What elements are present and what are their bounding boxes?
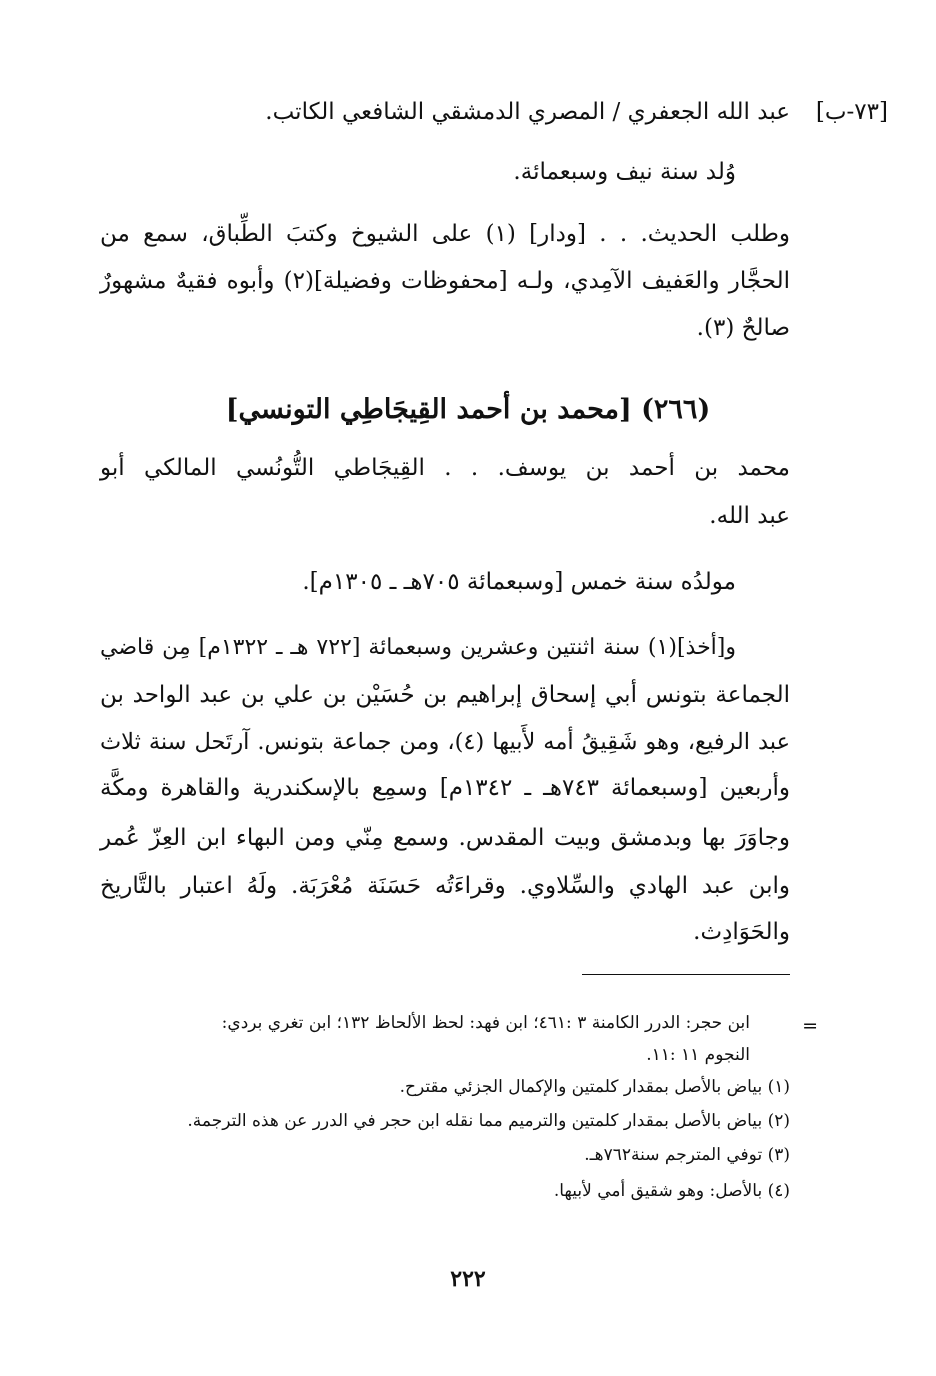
entry-para-line-5: وجاوَرَ بها وبدمشق وبيت المقدس. وسمع مِنّي ومن البهاء ابن العِزّ عُمر bbox=[100, 825, 790, 851]
entry-para-line-2: الجماعة بتونس أبي إسحاق إبراهيم بن حُسَيْن بن علي بن عبد الواحد بن bbox=[100, 682, 790, 708]
entry-para-line-1: و[أخذ](١) سنة اثنتين وعشرين وسبعمائة [٧٢٢ هـ ـ ١٣٢٢م] مِن قاضي bbox=[100, 635, 736, 660]
entry-name-line: محمد بن أحمد بن يوسف. . . القِيجَاطي التُّونُسي المالكي أبو bbox=[100, 455, 790, 481]
prev-entry-birth-line: وُلد سنة نيف وسبعمائة. bbox=[513, 159, 736, 185]
footnote-2: (٢) بياض بالأصل بمقدار كلمتين والترميم مما نقله ابن حجر في الدرر عن هذه الترجمة. bbox=[187, 1111, 790, 1131]
entry-para-line-7: والحَوَادِث. bbox=[693, 919, 790, 945]
entry-name-line-end: عبد الله. bbox=[709, 503, 790, 529]
entry-para-line-6: وابن عبد الهادي والسِّلاوي. وقراءَتُه حَسَنَة مُعْرَبَة. ولَهُ اعتبار بالتَّاريخ bbox=[100, 873, 790, 899]
footnote-1: (١) بياض بالأصل بمقدار كلمتين والإكمال الجزئي مقترح. bbox=[399, 1077, 790, 1097]
entry-heading: (٢٦٦) [محمد بن أحمد القِيجَاطِي التونسي] bbox=[225, 394, 711, 425]
footnote-4: (٤) بالأصل: وهو شقيق أمي لأبيها. bbox=[553, 1181, 790, 1201]
manuscript-folio-ref: [٧٣-ب] bbox=[815, 99, 888, 125]
footnote-continuation-line-2: النجوم ١١ :١١. bbox=[646, 1045, 750, 1065]
prev-entry-line-5: صالحٌ (٣). bbox=[696, 315, 790, 341]
prev-entry-line-4: الحجَّار والعَفيف الآمِدي، ولـه [محفوظات وفضيلة](٢) وأبوه فقيهٌ مشهورٌ bbox=[100, 268, 790, 294]
entry-para-line-3: عبد الرفيع، وهو شَقِيقُ أمه لأَبيها (٤)، ومن جماعة بتونس. آرتَحل سنة ثلاث bbox=[100, 729, 790, 755]
footnote-continuation-line-1: ابن حجر: الدرر الكامنة ٣ :٤٦١؛ ابن فهد: لحظ الألحاظ ١٣٢؛ ابن تغري بردي: bbox=[221, 1013, 750, 1033]
prev-entry-line-1: عبد الله الجعفري / المصري الدمشقي الشافعي الكاتب. bbox=[265, 99, 790, 125]
prev-entry-line-3: وطلب الحديث. . . [ودار] (١) على الشيوخ وكتبَ الطِّباق، سمع من bbox=[100, 221, 790, 247]
entry-para-line-4: وأربعين [وسبعمائة ٧٤٣هـ ـ ١٣٤٢م] وسمِع بالإسكندرية والقاهرة ومكَّة bbox=[100, 775, 790, 801]
page-number: ٢٢٢ bbox=[450, 1266, 486, 1292]
footnote-divider bbox=[582, 974, 790, 975]
entry-birth-line: مولدُه سنة خمس [وسبعمائة ٧٠٥هـ ـ ١٣٠٥م]. bbox=[302, 569, 736, 595]
footnote-continuation-marker: = bbox=[802, 1015, 818, 1037]
footnote-3: (٣) توفي المترجم سنة٧٦٢هـ. bbox=[584, 1145, 790, 1165]
